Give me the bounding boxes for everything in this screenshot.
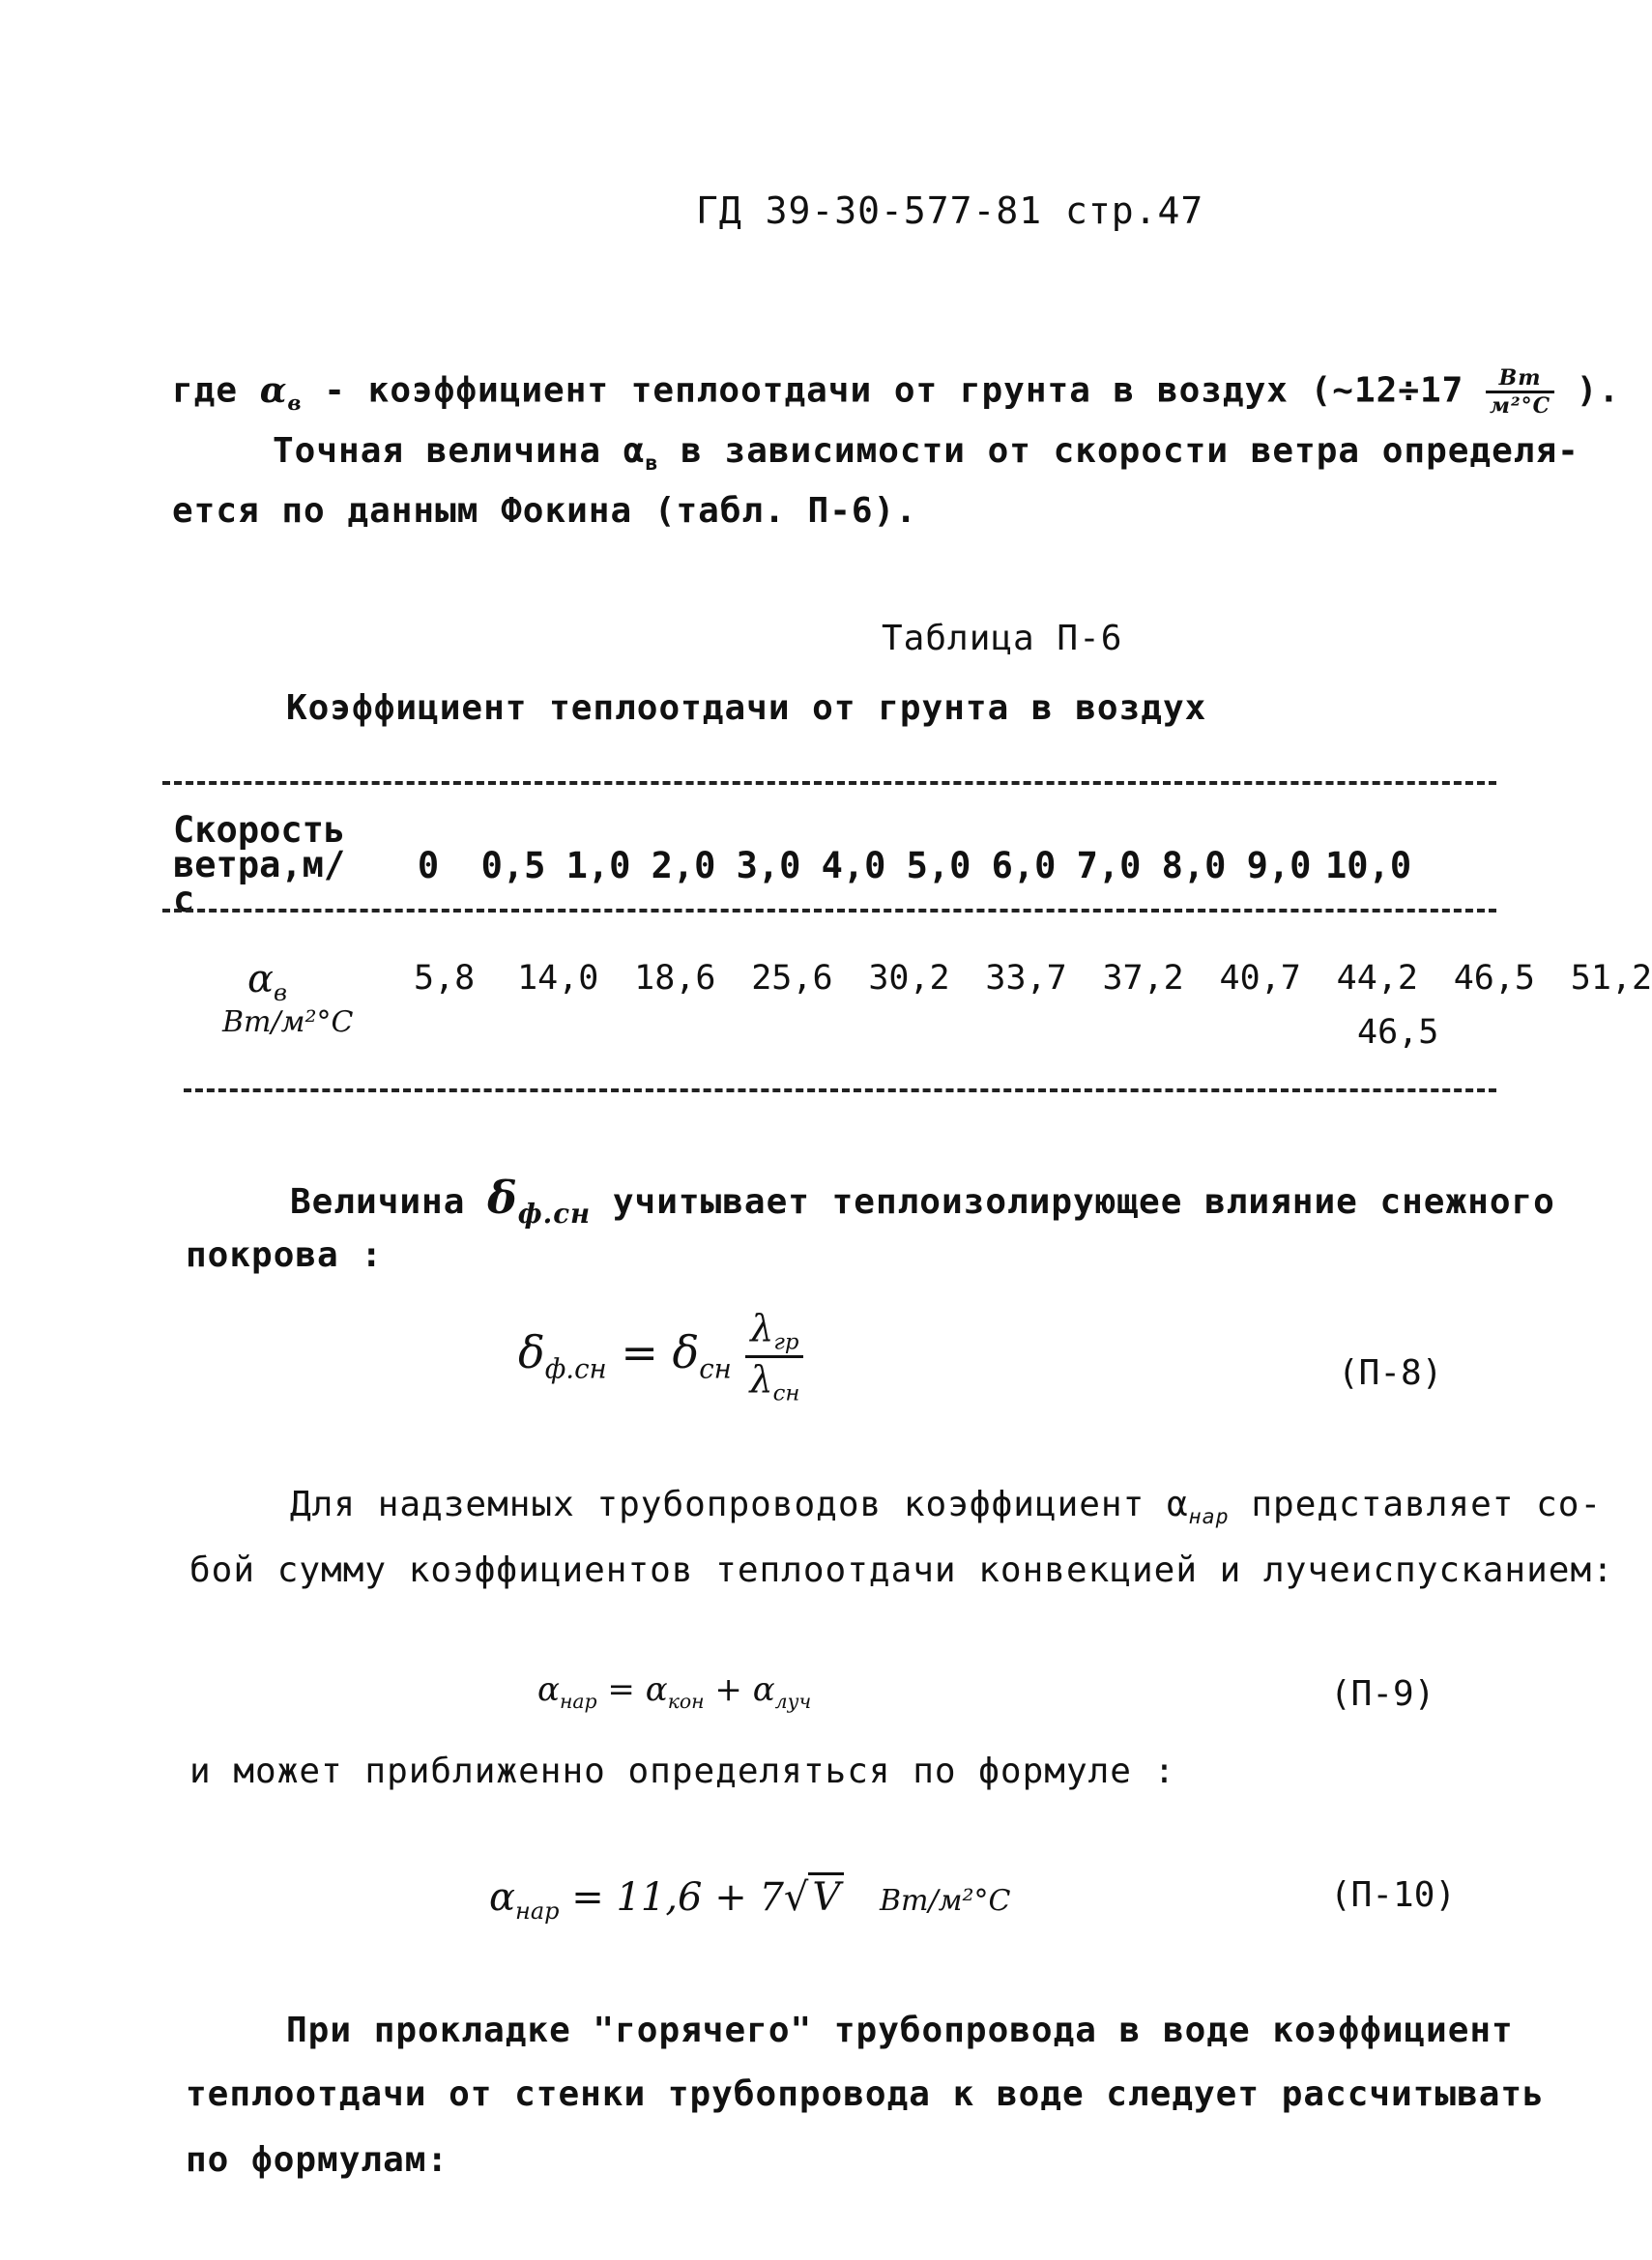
text: + α	[704, 1670, 775, 1709]
value-cell: 37,2	[1102, 959, 1184, 998]
lambda-fraction	[745, 1307, 803, 1405]
text: = 11,6 + 7	[559, 1875, 784, 1920]
text: ).	[1576, 370, 1621, 411]
text: нар	[515, 1898, 560, 1925]
text: δ	[518, 1326, 545, 1379]
data-table	[172, 809, 1415, 920]
table-rule-bottom	[184, 1088, 1496, 1092]
table-title: Коэффициент теплоотдачи от грунта в воздух	[286, 688, 1207, 728]
equation-number-9: (П-9)	[1330, 1674, 1435, 1714]
text: м²°С	[1490, 393, 1551, 419]
value-cell: 40,7	[1219, 959, 1301, 998]
extra-value: 46,5	[1357, 1013, 1439, 1052]
text: - коэффициент теплоотдачи от грунта в воздух (~12÷17	[324, 370, 1464, 411]
text: δ	[487, 1172, 518, 1224]
paragraph-2-line-2: покрова :	[186, 1235, 384, 1275]
value-cell: 18,6	[634, 959, 716, 998]
text: кон	[667, 1689, 705, 1713]
text: в	[645, 451, 659, 477]
delta-symbol	[487, 1172, 592, 1231]
speed-cell: 6,0	[991, 844, 1057, 886]
alpha-symbol	[259, 369, 303, 416]
speed-cell: 0,5	[480, 844, 546, 886]
formula-10	[489, 1875, 1010, 1925]
text: представляет со-	[1251, 1485, 1603, 1524]
text: в зависимости от скорости ветра определя-	[681, 431, 1580, 471]
text: ф.сн	[517, 1198, 592, 1231]
value-cell: 30,2	[868, 959, 950, 998]
text: в	[274, 979, 287, 1006]
values-row	[414, 959, 1652, 998]
speed-cell: 4,0	[821, 844, 886, 886]
text: в	[287, 391, 303, 416]
row-label-alpha	[247, 957, 287, 1006]
text: Вт	[1486, 365, 1554, 393]
paragraph-5-line-3: по формулам:	[186, 2140, 449, 2180]
value-cell: 51,2	[1570, 959, 1652, 998]
value-cell: 5,8	[414, 959, 476, 998]
value-cell: 33,7	[985, 959, 1067, 998]
text: ф.сн	[544, 1352, 607, 1385]
denominator	[745, 1358, 803, 1406]
header-label	[172, 809, 386, 920]
formula-8	[518, 1307, 803, 1405]
text: где	[172, 370, 239, 411]
text: ветра,м/с	[173, 844, 346, 920]
speed-cell: 8,0	[1161, 844, 1227, 886]
formula-9	[537, 1670, 811, 1713]
table-rule-middle	[162, 909, 1496, 913]
speed-cell: 7,0	[1076, 844, 1142, 886]
text: Скорость	[173, 809, 346, 851]
text: сн	[699, 1352, 732, 1385]
text: сн	[772, 1380, 800, 1406]
text: =	[621, 1326, 658, 1379]
speed-cell: 1,0	[565, 844, 631, 886]
text: Точная величина α	[273, 431, 646, 471]
equation-number-10: (П-10)	[1330, 1875, 1457, 1915]
text: Вт/м²°С	[880, 1884, 1011, 1918]
text: нар	[1188, 1505, 1230, 1530]
table-row	[172, 812, 1415, 918]
equation-number-8: (П-8)	[1338, 1353, 1443, 1393]
speed-cell: 2,0	[651, 844, 716, 886]
speed-cell: 5,0	[906, 844, 971, 886]
table-rule-top	[162, 781, 1496, 785]
paragraph-3-line-1	[290, 1485, 1602, 1529]
text: λ	[750, 1307, 774, 1349]
value-cell: 25,6	[751, 959, 833, 998]
paragraph-5-line-1: При прокладке "горячего" трубопровода в воде коэффициент	[286, 2011, 1514, 2050]
text: λ	[749, 1357, 773, 1401]
paragraph-4: и может приближенно определяться по формуле :	[189, 1752, 1176, 1791]
table-label: Таблица П-6	[882, 619, 1123, 658]
paragraph-5-line-2: теплоотдачи от стенки трубопровода к воде следует рассчитывать	[186, 2074, 1545, 2114]
speed-cell: 9,0	[1246, 844, 1312, 886]
text: α	[259, 369, 288, 411]
text: Для надземных трубопроводов коэффициент α	[290, 1485, 1189, 1524]
row-unit: Вт/м²°С	[222, 1005, 354, 1039]
paragraph-1-line-2	[273, 431, 1580, 476]
text: гр	[773, 1329, 799, 1355]
text: α	[247, 957, 275, 1001]
text: α	[489, 1875, 516, 1920]
paragraph-1-line-3: ется по данным Фокина (табл. П-6).	[172, 491, 917, 531]
text: δ	[672, 1326, 700, 1379]
text: учитывает теплоизолирующее влияние снежного	[612, 1182, 1555, 1222]
speed-cell: 3,0	[736, 844, 801, 886]
paragraph-3-line-2: бой сумму коэффициентов теплоотдачи конвекцией и лучеиспусканием:	[189, 1550, 1614, 1590]
speed-cell: 10,0	[1325, 844, 1412, 886]
text: α	[537, 1670, 560, 1709]
text: = α	[596, 1670, 668, 1709]
text: V	[808, 1872, 844, 1920]
unit-fraction	[1486, 365, 1554, 419]
value-cell: 14,0	[517, 959, 599, 998]
text: нар	[559, 1689, 597, 1713]
text: Величина	[290, 1182, 466, 1222]
numerator	[745, 1307, 803, 1358]
sqrt-sign: √	[783, 1875, 809, 1920]
speed-cell: 0	[417, 844, 440, 886]
value-cell: 46,5	[1453, 959, 1535, 998]
paragraph-2-line-1	[290, 1172, 1555, 1230]
paragraph-1-line-1	[172, 365, 1620, 419]
text: луч	[774, 1689, 812, 1713]
value-cell: 44,2	[1336, 959, 1418, 998]
page-header: ГД 39-30-577-81 стр.47	[696, 189, 1204, 232]
